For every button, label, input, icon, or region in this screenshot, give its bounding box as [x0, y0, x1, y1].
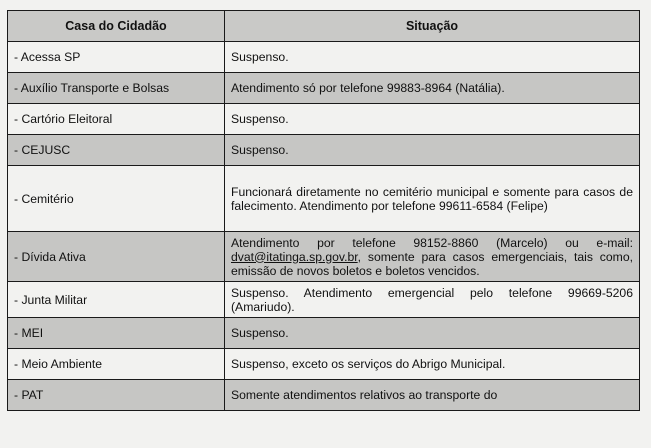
service-status: Atendimento só por telefone 99883-8964 (Natália).: [225, 73, 640, 104]
table-row: [8, 349, 640, 380]
service-name: - Auxílio Transporte e Bolsas: [8, 73, 225, 104]
table-row: [8, 135, 640, 166]
header-situacao: Situação: [225, 11, 640, 42]
table-row: [8, 380, 640, 411]
table-row: [8, 73, 640, 104]
service-status: Funcionará diretamente no cemitério municipal e somente para casos de falecimento. Atendimento por telefone 99611-6584 (Felipe): [225, 166, 640, 232]
service-name: - Cartório Eleitoral: [8, 104, 225, 135]
service-name: - Cemitério: [8, 166, 225, 232]
table-row: [8, 232, 640, 282]
service-name: - CEJUSC: [8, 135, 225, 166]
status-text-part: , somente para casos emergenciais, tais como, emissão de novos boletos e boletos vencidos.: [231, 249, 633, 278]
table-row: [8, 42, 640, 73]
service-name: - PAT: [8, 380, 225, 411]
service-status: [225, 232, 640, 282]
table-header-row: [8, 11, 640, 42]
service-status: Suspenso.: [225, 104, 640, 135]
service-name: - MEI: [8, 318, 225, 349]
services-status-table: [7, 10, 640, 411]
service-name: - Dívida Ativa: [8, 232, 225, 282]
service-status: Somente atendimentos relativos ao transporte do: [225, 380, 640, 411]
service-status: Suspenso.: [225, 318, 640, 349]
status-text-part: Atendimento por telefone 98152-8860 (Marcelo) ou e-mail:: [231, 235, 633, 250]
service-name: - Acessa SP: [8, 42, 225, 73]
service-status: Suspenso. Atendimento emergencial pelo telefone 99669-5206 (Amariudo).: [225, 282, 640, 318]
table-row: [8, 166, 640, 232]
service-name: - Junta Militar: [8, 282, 225, 318]
service-status: Suspenso.: [225, 42, 640, 73]
email-link[interactable]: dvat@itatinga.sp.gov.br: [231, 249, 358, 264]
header-casa-do-cidadao: Casa do Cidadão: [8, 11, 225, 42]
table-row: [8, 318, 640, 349]
service-status: Suspenso, exceto os serviços do Abrigo Municipal.: [225, 349, 640, 380]
table-row: [8, 282, 640, 318]
service-name: - Meio Ambiente: [8, 349, 225, 380]
service-status: Suspenso.: [225, 135, 640, 166]
table-row: [8, 104, 640, 135]
